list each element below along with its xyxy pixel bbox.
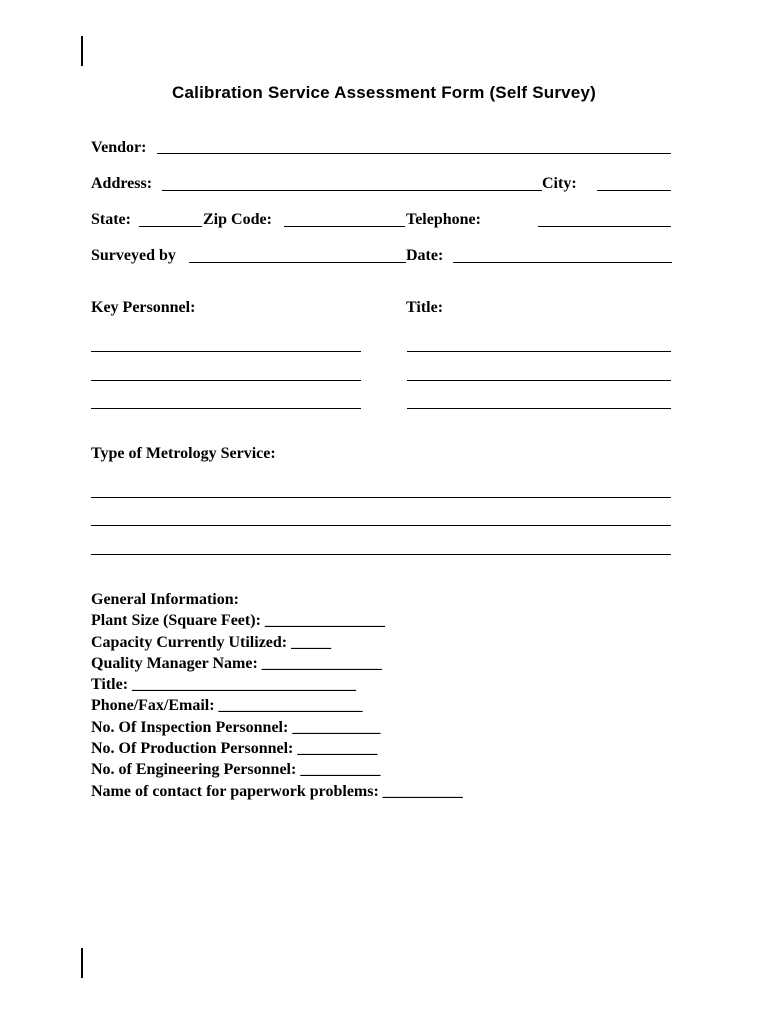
state-field[interactable] — [139, 226, 202, 227]
zip-label: Zip Code: — [203, 211, 272, 228]
key-personnel-label: Key Personnel: — [91, 299, 196, 316]
capacity-utilized-field[interactable]: Capacity Currently Utilized: _____ — [91, 633, 332, 651]
key-personnel-line-1[interactable] — [91, 351, 361, 352]
metrology-service-label: Type of Metrology Service: — [91, 445, 276, 462]
title-column-label: Title: — [406, 299, 444, 316]
vendor-label: Vendor: — [91, 139, 147, 156]
personnel-title-line-3[interactable] — [407, 408, 671, 409]
city-field[interactable] — [597, 190, 671, 191]
date-label: Date: — [406, 247, 444, 264]
state-label: State: — [91, 211, 131, 228]
engineering-personnel-field[interactable]: No. of Engineering Personnel: __________ — [91, 761, 381, 779]
key-personnel-line-3[interactable] — [91, 408, 361, 409]
surveyed-by-label: Surveyed by — [91, 247, 176, 264]
plant-size-field[interactable]: Plant Size (Square Feet): _______________ — [91, 612, 385, 630]
telephone-field[interactable] — [538, 226, 671, 227]
quality-manager-title-field[interactable]: Title: ____________________________ — [91, 676, 357, 694]
quality-manager-name-field[interactable]: Quality Manager Name: _______________ — [91, 654, 382, 672]
production-personnel-field[interactable]: No. Of Production Personnel: __________ — [91, 740, 378, 758]
surveyed-by-field[interactable] — [189, 262, 406, 263]
metrology-service-line-2[interactable] — [91, 525, 671, 526]
address-field[interactable] — [162, 190, 542, 191]
personnel-title-line-1[interactable] — [407, 351, 671, 352]
inspection-personnel-field[interactable]: No. Of Inspection Personnel: ___________ — [91, 718, 381, 736]
address-label: Address: — [91, 175, 153, 192]
city-label: City: — [542, 175, 577, 192]
key-personnel-line-2[interactable] — [91, 380, 361, 381]
metrology-service-line-3[interactable] — [91, 554, 671, 555]
crop-mark-top — [81, 36, 83, 66]
zip-field[interactable] — [284, 226, 405, 227]
phone-fax-email-field[interactable]: Phone/Fax/Email: __________________ — [91, 697, 363, 715]
date-field[interactable] — [453, 262, 672, 263]
page-title: Calibration Service Assessment Form (Self Survey) — [172, 83, 596, 102]
crop-mark-bottom — [81, 948, 83, 978]
general-information-section — [91, 589, 463, 802]
telephone-label: Telephone: — [406, 211, 481, 228]
vendor-field[interactable] — [157, 153, 671, 154]
paperwork-contact-field[interactable]: Name of contact for paperwork problems: __________ — [91, 782, 463, 800]
personnel-title-line-2[interactable] — [407, 380, 671, 381]
general-information-heading: General Information: — [91, 591, 239, 608]
metrology-service-line-1[interactable] — [91, 497, 671, 498]
